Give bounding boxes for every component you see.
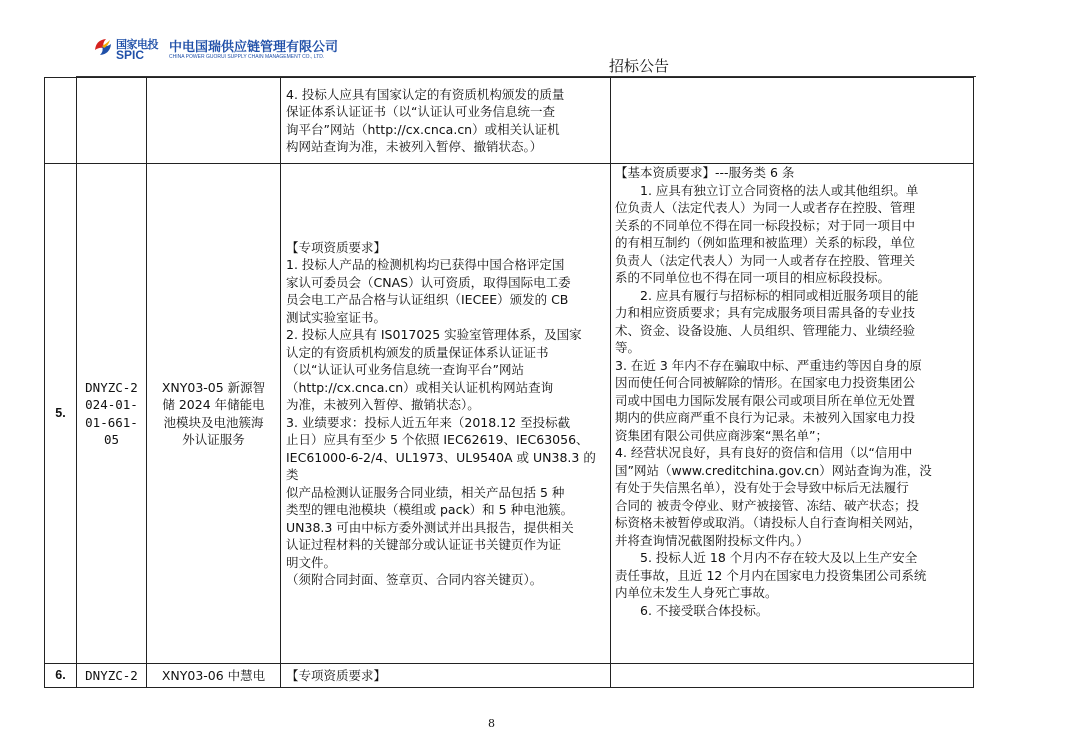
text-line: 家认可委员会（CNAS）认可资质，取得国际电工委	[286, 274, 571, 290]
page-number: 8	[488, 717, 495, 730]
logo-en-short: SPIC	[116, 48, 145, 62]
text-line: 司或中国电力国际发展有限公司或项目所在单位无处置	[615, 392, 916, 408]
text-line: 认证过程材料的关键部分或认证证书关键页作为证	[286, 537, 562, 552]
row-number: 5.	[45, 164, 77, 664]
table-row-5	[45, 164, 974, 664]
text-line: 3. 业绩要求：投标人近五年来（2018.12 至投标截	[286, 414, 571, 430]
text-line: 内单位未发生人身死亡事故。	[615, 585, 778, 600]
text-line: 因而使任何合同被解除的情形。在国家电力投资集团公	[615, 375, 916, 390]
text-line: 2. 投标人应具有 IS017025 实验室管理体系，及国家	[286, 327, 582, 342]
text-line: 标资格未被暂停或取消。（请投标人自行查询相关网站，	[615, 515, 922, 530]
text-line: 2. 应具有履行与招标标的相同或相近服务项目的能	[640, 287, 919, 303]
logo-company-cn: 中电国瑞供应链管理有限公司	[169, 40, 339, 55]
text-line: 员会电工产品合格与认证组织（IECEE）颁发的 CB	[286, 292, 569, 307]
text-line: 1. 投标人产品的检测机构均已获得中国合格评定国	[286, 257, 565, 272]
text-line: 认定的有资质机构颁发的质量保证体系认证证书	[286, 344, 549, 360]
text-line: 责任事故，且近 12 个月内在国家电力投资集团公司系统	[615, 567, 927, 583]
text-line: 1. 应具有独立订立合同资格的法人或其他组织。单	[640, 182, 919, 198]
logo-cn-short: 国家电投	[116, 38, 158, 51]
text-line: 合同的 被责令停业、财产被接管、冻结、破产状态；投	[615, 497, 919, 513]
special-qualification-cell: 【专项资质要求】	[281, 664, 611, 688]
text-line: 024-01-	[85, 397, 138, 412]
row-number: 6.	[45, 664, 77, 688]
text-line: DNYZC-2	[85, 379, 138, 395]
text-line: 05	[103, 432, 120, 447]
text-line: 似产品检测认证服务合同业绩，相关产品包括 5 种	[286, 484, 565, 500]
special-qualification-cell	[281, 164, 611, 664]
text-line: 测试实验室证书。	[286, 309, 387, 325]
text-line: （须附合同封面、签章页、合同内容关键页）。	[286, 572, 543, 587]
section-name-text	[150, 379, 277, 449]
text-line: 询平台”网站（http://cx.cnca.cn）或相关认证机	[286, 121, 560, 137]
text-line: 为准，未被列入暂停、撤销状态）。	[286, 397, 480, 412]
section-code	[77, 164, 147, 664]
document-title: 招标公告	[609, 57, 670, 75]
text-line: 等。	[615, 340, 641, 355]
text-line: 01-661-	[85, 414, 138, 430]
text-line: 5. 投标人近 18 个月内不存在较大及以上生产安全	[640, 550, 918, 565]
text-line: IEC61000-6-2/4、UL1973、UL9540A 或 UN38.3 的类	[286, 449, 596, 482]
text-line: 池模块及电池簇海	[163, 414, 264, 430]
spic-logo-icon	[92, 36, 114, 58]
text-line: 构网站查询为准，未被列入暂停、撤销状态。）	[286, 139, 543, 154]
text-line: 明文件。	[286, 554, 337, 570]
text-line: 3. 在近 3 年内不存在骗取中标、严重违约等因自身的原	[615, 357, 922, 373]
table-row-continued	[45, 78, 974, 164]
text-line: （http://cx.cnca.cn）或相关认证机构网站查询	[286, 379, 554, 395]
text-line: 储 2024 年储能电	[162, 397, 265, 412]
text-line: 资集团有限公司供应商涉案“黑名单”；	[615, 427, 828, 443]
text-line: 并将查询情况截图附投标文件内。）	[615, 532, 809, 548]
text-line: 类型的锂电池模块（模组或 pack）和 5 种电池簇。	[286, 502, 574, 517]
requirement-cell	[281, 78, 611, 164]
text-line: 位负责人（法定代表人）为同一人或者存在控股、管理	[615, 200, 916, 215]
text-line: 4. 投标人应具有国家认定的有资质机构颁发的质量	[286, 86, 565, 102]
logo-company-en: CHINA POWER GUORUI SUPPLY CHAIN MANAGEMENT CO., LTD.	[169, 54, 325, 60]
text-line: 期内的供应商严重不良行为记录。未被列入国家电力投	[615, 410, 916, 425]
text-line: 力和相应资质要求；具有完成服务项目需具备的专业技	[615, 305, 916, 320]
special-qualification-text	[286, 239, 606, 589]
text-line: （以“认证认可业务信息统一查询平台”网站	[286, 362, 524, 377]
text-line: 保证体系认证证书（以“认证认可业务信息统一查	[286, 104, 555, 119]
text-line: 4. 经营状况良好，具有良好的资信和信用（以“信用中	[615, 445, 913, 460]
text-line: 术、资金、设备设施、人员组织、管理能力、业绩经验	[615, 322, 916, 338]
text-line: 【专项资质要求】	[286, 239, 387, 255]
text-line: 【基本资质要求】---服务类 6 条	[615, 165, 795, 180]
section-name: XNY03-06 中慧电	[147, 664, 281, 688]
section-name	[147, 164, 281, 664]
text-line: 外认证服务	[182, 432, 245, 447]
section-code: DNYZC-2	[77, 664, 147, 688]
bid-section-table	[44, 77, 974, 688]
text-line: 的有相互制约（例如监理和被监理）关系的标段，单位	[615, 235, 916, 250]
basic-qualification-cell	[611, 164, 974, 664]
table-row-6	[45, 664, 974, 688]
text-line: XNY03-05 新源智	[161, 379, 266, 395]
text-line: UN38.3 可由中标方委外测试并出具报告，提供相关	[286, 519, 574, 535]
text-line: 有处于失信黑名单），没有处于会导致中标后无法履行	[615, 480, 909, 495]
text-line: 国”网站（www.creditchina.gov.cn）网站查询为准，没	[615, 462, 932, 478]
text-line: 系的不同单位也不得在同一项目的相应标段投标。	[615, 270, 891, 285]
text-line: 6. 不接受联合体投标。	[640, 602, 769, 618]
section-code-text	[81, 379, 142, 449]
requirement-text	[286, 86, 606, 156]
text-line: 负责人（法定代表人）为同一人或者存在控股、管理关	[615, 252, 916, 268]
text-line: 止日）应具有至少 5 个依照 IEC62619、IEC63056、	[286, 432, 589, 447]
text-line: 关系的不同单位不得在同一标段投标；对于同一项目中	[615, 217, 916, 233]
basic-qualification-text	[615, 164, 970, 619]
